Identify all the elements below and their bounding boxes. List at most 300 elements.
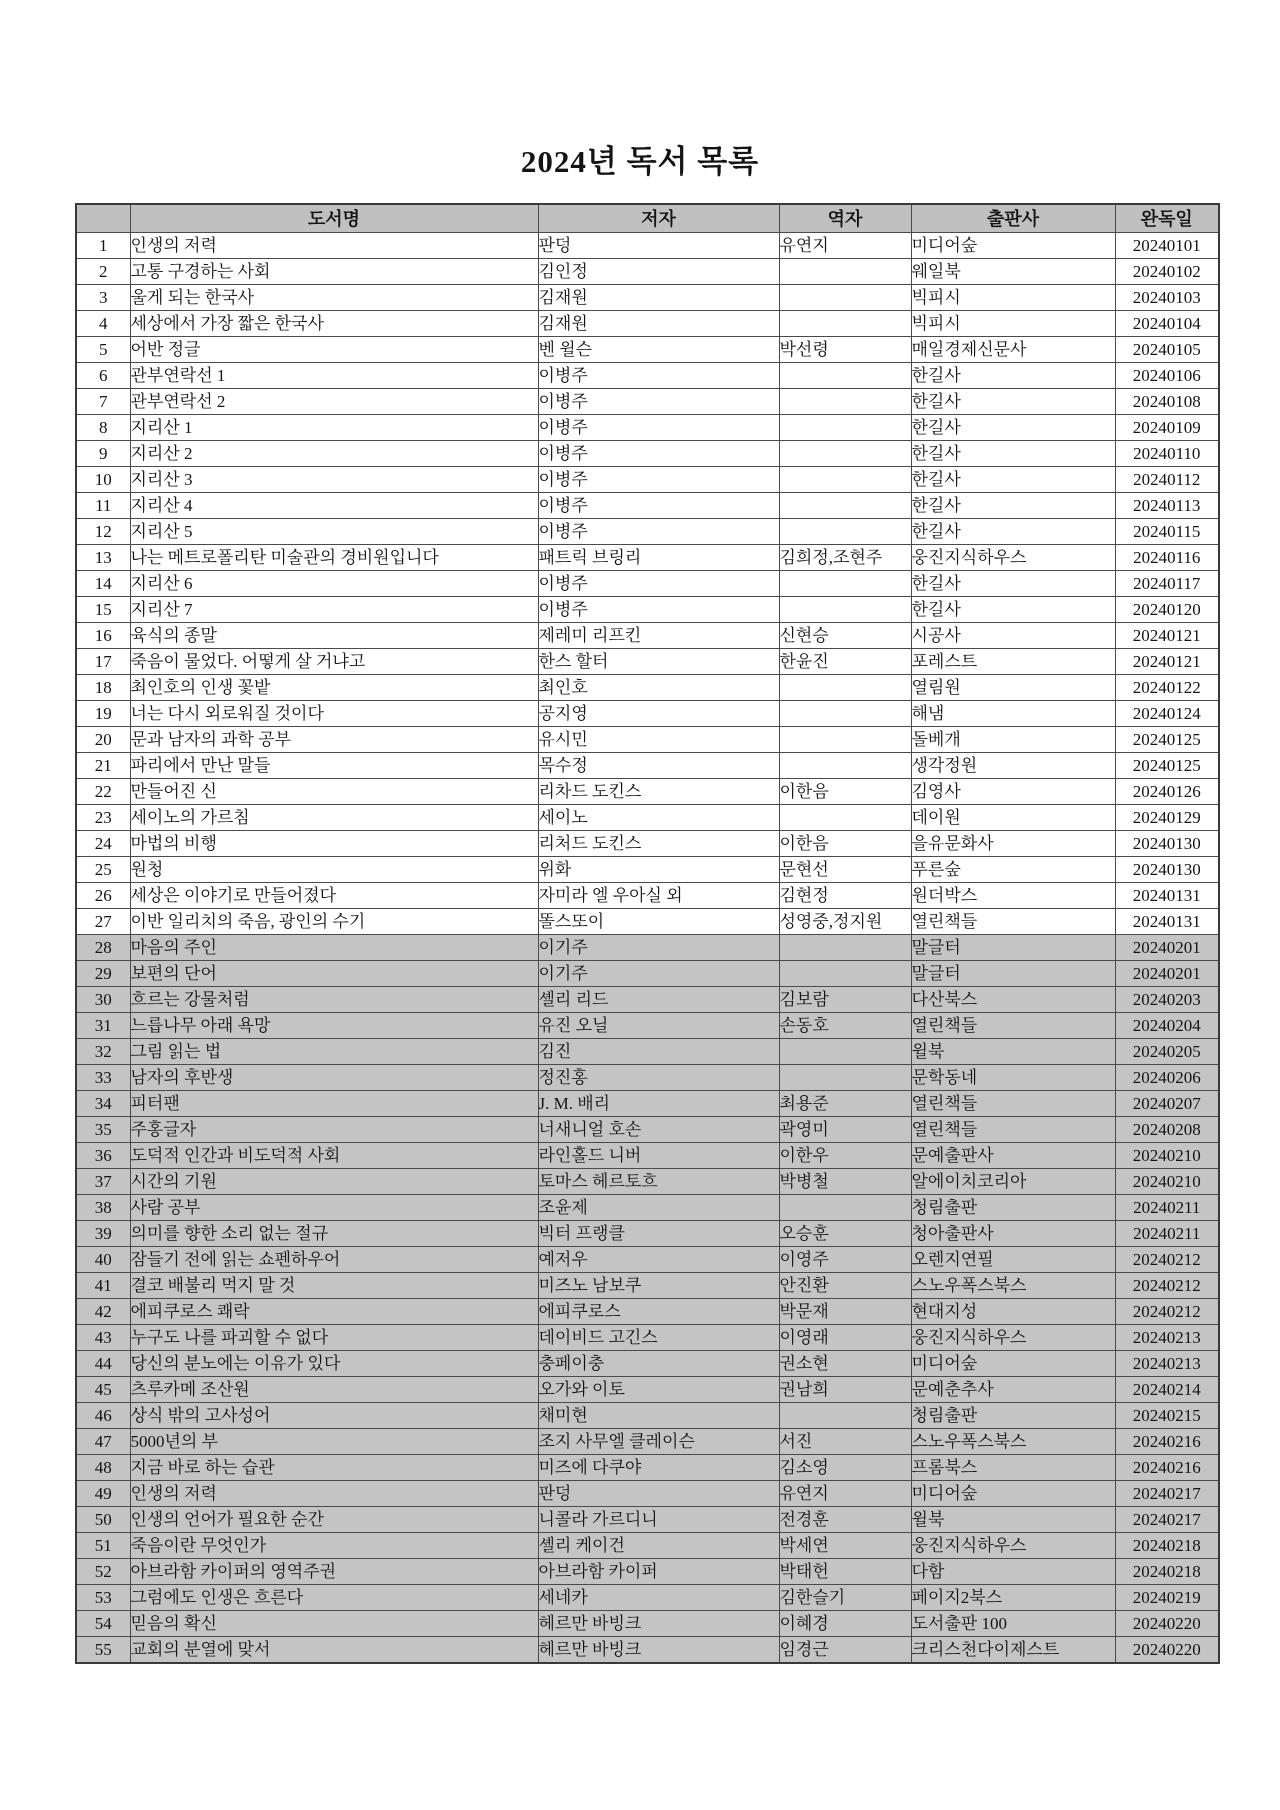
cell-finish-date: 20240130 <box>1115 857 1219 883</box>
cell-publisher: 스노우폭스북스 <box>911 1429 1115 1455</box>
table-row <box>76 1559 1219 1585</box>
table-row <box>76 311 1219 337</box>
table-row <box>76 701 1219 727</box>
table-row <box>76 753 1219 779</box>
cell-row-number: 13 <box>76 545 130 571</box>
cell-row-number: 10 <box>76 467 130 493</box>
cell-finish-date: 20240212 <box>1115 1273 1219 1299</box>
cell-translator: 최용준 <box>779 1091 911 1117</box>
cell-publisher: 청림출판 <box>911 1195 1115 1221</box>
cell-row-number: 39 <box>76 1221 130 1247</box>
cell-book-title: 파리에서 만난 말들 <box>130 753 538 779</box>
cell-finish-date: 20240212 <box>1115 1299 1219 1325</box>
cell-translator: 김보람 <box>779 987 911 1013</box>
table-row <box>76 1429 1219 1455</box>
table-row <box>76 285 1219 311</box>
cell-author: 최인호 <box>538 675 779 701</box>
table-row <box>76 1013 1219 1039</box>
cell-book-title: 지리산 7 <box>130 597 538 623</box>
table-row <box>76 1065 1219 1091</box>
cell-book-title: 교회의 분열에 맞서 <box>130 1637 538 1664</box>
cell-row-number: 52 <box>76 1559 130 1585</box>
cell-author: 셸리 케이건 <box>538 1533 779 1559</box>
cell-publisher: 푸른숲 <box>911 857 1115 883</box>
cell-row-number: 8 <box>76 415 130 441</box>
cell-book-title: 믿음의 확신 <box>130 1611 538 1637</box>
cell-row-number: 2 <box>76 259 130 285</box>
cell-translator <box>779 1065 911 1091</box>
cell-book-title: 관부연락선 2 <box>130 389 538 415</box>
cell-book-title: 상식 밖의 고사성어 <box>130 1403 538 1429</box>
cell-publisher: 미디어숲 <box>911 233 1115 259</box>
cell-publisher: 페이지2북스 <box>911 1585 1115 1611</box>
cell-finish-date: 20240125 <box>1115 727 1219 753</box>
cell-author: 아브라함 카이퍼 <box>538 1559 779 1585</box>
table-row <box>76 1299 1219 1325</box>
table-row <box>76 727 1219 753</box>
cell-finish-date: 20240120 <box>1115 597 1219 623</box>
table-row <box>76 1273 1219 1299</box>
cell-translator <box>779 285 911 311</box>
cell-translator: 박문재 <box>779 1299 911 1325</box>
cell-author: 토마스 헤르토흐 <box>538 1169 779 1195</box>
cell-translator: 임경근 <box>779 1637 911 1664</box>
cell-publisher: 문예춘추사 <box>911 1377 1115 1403</box>
cell-translator <box>779 259 911 285</box>
table-row <box>76 1221 1219 1247</box>
cell-publisher: 한길사 <box>911 597 1115 623</box>
cell-book-title: 마법의 비행 <box>130 831 538 857</box>
table-row <box>76 1403 1219 1429</box>
cell-row-number: 18 <box>76 675 130 701</box>
table-row <box>76 233 1219 259</box>
cell-translator: 권소현 <box>779 1351 911 1377</box>
cell-author: 김진 <box>538 1039 779 1065</box>
cell-book-title: 지금 바로 하는 습관 <box>130 1455 538 1481</box>
cell-finish-date: 20240218 <box>1115 1533 1219 1559</box>
table-row <box>76 1039 1219 1065</box>
cell-publisher: 한길사 <box>911 467 1115 493</box>
table-row <box>76 1195 1219 1221</box>
cell-finish-date: 20240130 <box>1115 831 1219 857</box>
cell-book-title: 나는 메트로폴리탄 미술관의 경비원입니다 <box>130 545 538 571</box>
table-row <box>76 519 1219 545</box>
cell-row-number: 49 <box>76 1481 130 1507</box>
cell-finish-date: 20240105 <box>1115 337 1219 363</box>
cell-book-title: 세이노의 가르침 <box>130 805 538 831</box>
cell-book-title: 그림 읽는 법 <box>130 1039 538 1065</box>
cell-finish-date: 20240215 <box>1115 1403 1219 1429</box>
cell-row-number: 27 <box>76 909 130 935</box>
cell-translator <box>779 597 911 623</box>
cell-author: 예저우 <box>538 1247 779 1273</box>
cell-book-title: 지리산 4 <box>130 493 538 519</box>
table-row <box>76 363 1219 389</box>
cell-publisher: 한길사 <box>911 363 1115 389</box>
cell-row-number: 16 <box>76 623 130 649</box>
cell-publisher: 한길사 <box>911 415 1115 441</box>
table-row <box>76 1481 1219 1507</box>
cell-translator: 손동호 <box>779 1013 911 1039</box>
cell-publisher: 문예출판사 <box>911 1143 1115 1169</box>
cell-translator: 김희정,조현주 <box>779 545 911 571</box>
cell-publisher: 프롬북스 <box>911 1455 1115 1481</box>
cell-finish-date: 20240201 <box>1115 961 1219 987</box>
cell-translator: 한윤진 <box>779 649 911 675</box>
cell-publisher: 돌베개 <box>911 727 1115 753</box>
cell-author: 오가와 이토 <box>538 1377 779 1403</box>
cell-translator: 안진환 <box>779 1273 911 1299</box>
cell-publisher: 해냄 <box>911 701 1115 727</box>
cell-row-number: 41 <box>76 1273 130 1299</box>
cell-translator <box>779 493 911 519</box>
cell-book-title: 흐르는 강물처럼 <box>130 987 538 1013</box>
cell-translator <box>779 467 911 493</box>
cell-row-number: 1 <box>76 233 130 259</box>
cell-row-number: 14 <box>76 571 130 597</box>
cell-finish-date: 20240216 <box>1115 1429 1219 1455</box>
cell-row-number: 6 <box>76 363 130 389</box>
cell-publisher: 오렌지연필 <box>911 1247 1115 1273</box>
cell-row-number: 35 <box>76 1117 130 1143</box>
cell-finish-date: 20240214 <box>1115 1377 1219 1403</box>
cell-finish-date: 20240125 <box>1115 753 1219 779</box>
cell-finish-date: 20240106 <box>1115 363 1219 389</box>
cell-translator: 서진 <box>779 1429 911 1455</box>
book-table-body <box>76 233 1219 1664</box>
table-row <box>76 649 1219 675</box>
table-row <box>76 389 1219 415</box>
cell-publisher: 한길사 <box>911 519 1115 545</box>
cell-author: 한스 할터 <box>538 649 779 675</box>
cell-author: 이병주 <box>538 467 779 493</box>
cell-book-title: 아브라함 카이퍼의 영역주권 <box>130 1559 538 1585</box>
cell-translator: 박태헌 <box>779 1559 911 1585</box>
cell-author: 이병주 <box>538 493 779 519</box>
cell-translator: 이혜경 <box>779 1611 911 1637</box>
cell-book-title: 너는 다시 외로워질 것이다 <box>130 701 538 727</box>
table-row <box>76 857 1219 883</box>
table-row <box>76 597 1219 623</box>
cell-author: 이병주 <box>538 415 779 441</box>
cell-author: 김재원 <box>538 311 779 337</box>
cell-book-title: 남자의 후반생 <box>130 1065 538 1091</box>
cell-author: 공지영 <box>538 701 779 727</box>
cell-row-number: 37 <box>76 1169 130 1195</box>
cell-translator: 박선령 <box>779 337 911 363</box>
cell-row-number: 24 <box>76 831 130 857</box>
cell-author: 헤르만 바빙크 <box>538 1637 779 1664</box>
cell-translator <box>779 571 911 597</box>
cell-translator <box>779 519 911 545</box>
cell-row-number: 21 <box>76 753 130 779</box>
cell-book-title: 문과 남자의 과학 공부 <box>130 727 538 753</box>
cell-author: 제레미 리프킨 <box>538 623 779 649</box>
cell-book-title: 죽음이 물었다. 어떻게 살 거냐고 <box>130 649 538 675</box>
cell-finish-date: 20240218 <box>1115 1559 1219 1585</box>
cell-translator <box>779 701 911 727</box>
cell-row-number: 54 <box>76 1611 130 1637</box>
cell-row-number: 30 <box>76 987 130 1013</box>
cell-publisher: 미디어숲 <box>911 1351 1115 1377</box>
cell-author: 헤르만 바빙크 <box>538 1611 779 1637</box>
cell-book-title: 죽음이란 무엇인가 <box>130 1533 538 1559</box>
cell-book-title: 세상에서 가장 짧은 한국사 <box>130 311 538 337</box>
cell-publisher: 빅피시 <box>911 311 1115 337</box>
cell-book-title: 관부연락선 1 <box>130 363 538 389</box>
cell-author: 패트릭 브링리 <box>538 545 779 571</box>
cell-author: 리차드 도킨스 <box>538 779 779 805</box>
table-row <box>76 1455 1219 1481</box>
cell-finish-date: 20240102 <box>1115 259 1219 285</box>
cell-finish-date: 20240204 <box>1115 1013 1219 1039</box>
table-row <box>76 935 1219 961</box>
cell-book-title: 마음의 주인 <box>130 935 538 961</box>
cell-translator: 이영주 <box>779 1247 911 1273</box>
cell-finish-date: 20240203 <box>1115 987 1219 1013</box>
column-header-date: 완독일 <box>1115 204 1219 233</box>
table-row <box>76 1351 1219 1377</box>
cell-publisher: 한길사 <box>911 389 1115 415</box>
column-header-no <box>76 204 130 233</box>
cell-row-number: 33 <box>76 1065 130 1091</box>
cell-book-title: 츠루카메 조산원 <box>130 1377 538 1403</box>
table-row <box>76 441 1219 467</box>
cell-publisher: 웅진지식하우스 <box>911 1325 1115 1351</box>
cell-publisher: 웅진지식하우스 <box>911 545 1115 571</box>
cell-finish-date: 20240207 <box>1115 1091 1219 1117</box>
cell-author: 이병주 <box>538 597 779 623</box>
cell-book-title: 만들어진 신 <box>130 779 538 805</box>
cell-row-number: 17 <box>76 649 130 675</box>
cell-row-number: 3 <box>76 285 130 311</box>
cell-book-title: 최인호의 인생 꽃밭 <box>130 675 538 701</box>
cell-translator: 유연지 <box>779 233 911 259</box>
column-header-title: 도서명 <box>130 204 538 233</box>
cell-publisher: 도서출판 100 <box>911 1611 1115 1637</box>
cell-publisher: 문학동네 <box>911 1065 1115 1091</box>
cell-translator: 유연지 <box>779 1481 911 1507</box>
cell-publisher: 데이원 <box>911 805 1115 831</box>
cell-translator: 이한우 <box>779 1143 911 1169</box>
cell-book-title: 지리산 1 <box>130 415 538 441</box>
cell-row-number: 47 <box>76 1429 130 1455</box>
cell-book-title: 도덕적 인간과 비도덕적 사회 <box>130 1143 538 1169</box>
cell-publisher: 원더박스 <box>911 883 1115 909</box>
cell-author: 조윤제 <box>538 1195 779 1221</box>
cell-translator: 김한슬기 <box>779 1585 911 1611</box>
cell-publisher: 다함 <box>911 1559 1115 1585</box>
cell-finish-date: 20240116 <box>1115 545 1219 571</box>
cell-finish-date: 20240115 <box>1115 519 1219 545</box>
cell-author: 빅터 프랭클 <box>538 1221 779 1247</box>
table-row <box>76 1325 1219 1351</box>
table-row <box>76 805 1219 831</box>
cell-translator: 이한음 <box>779 779 911 805</box>
cell-translator <box>779 441 911 467</box>
table-header-row <box>76 204 1219 233</box>
cell-publisher: 한길사 <box>911 493 1115 519</box>
cell-publisher: 청아출판사 <box>911 1221 1115 1247</box>
table-row <box>76 259 1219 285</box>
cell-publisher: 크리스천다이제스트 <box>911 1637 1115 1664</box>
cell-row-number: 50 <box>76 1507 130 1533</box>
cell-translator: 이한음 <box>779 831 911 857</box>
cell-translator: 신현승 <box>779 623 911 649</box>
cell-finish-date: 20240219 <box>1115 1585 1219 1611</box>
cell-publisher: 열린책들 <box>911 1091 1115 1117</box>
table-row <box>76 1377 1219 1403</box>
cell-author: 세네카 <box>538 1585 779 1611</box>
cell-row-number: 23 <box>76 805 130 831</box>
cell-translator: 김소영 <box>779 1455 911 1481</box>
cell-finish-date: 20240109 <box>1115 415 1219 441</box>
cell-finish-date: 20240108 <box>1115 389 1219 415</box>
cell-publisher: 을유문화사 <box>911 831 1115 857</box>
cell-translator <box>779 961 911 987</box>
cell-publisher: 미디어숲 <box>911 1481 1115 1507</box>
cell-finish-date: 20240112 <box>1115 467 1219 493</box>
cell-finish-date: 20240212 <box>1115 1247 1219 1273</box>
table-row <box>76 883 1219 909</box>
cell-row-number: 11 <box>76 493 130 519</box>
cell-row-number: 5 <box>76 337 130 363</box>
cell-publisher: 빅피시 <box>911 285 1115 311</box>
cell-book-title: 원청 <box>130 857 538 883</box>
cell-finish-date: 20240113 <box>1115 493 1219 519</box>
cell-row-number: 51 <box>76 1533 130 1559</box>
table-row <box>76 1585 1219 1611</box>
cell-author: 미즈에 다쿠야 <box>538 1455 779 1481</box>
cell-finish-date: 20240217 <box>1115 1481 1219 1507</box>
cell-author: 김재원 <box>538 285 779 311</box>
cell-translator <box>779 935 911 961</box>
cell-author: 유시민 <box>538 727 779 753</box>
cell-finish-date: 20240129 <box>1115 805 1219 831</box>
table-row <box>76 571 1219 597</box>
cell-publisher: 한길사 <box>911 441 1115 467</box>
cell-row-number: 32 <box>76 1039 130 1065</box>
cell-publisher: 열린책들 <box>911 909 1115 935</box>
cell-publisher: 다산북스 <box>911 987 1115 1013</box>
cell-publisher: 생각정원 <box>911 753 1115 779</box>
cell-author: 위화 <box>538 857 779 883</box>
cell-author: 정진홍 <box>538 1065 779 1091</box>
cell-translator <box>779 1403 911 1429</box>
table-row <box>76 545 1219 571</box>
cell-finish-date: 20240201 <box>1115 935 1219 961</box>
table-row <box>76 779 1219 805</box>
cell-finish-date: 20240110 <box>1115 441 1219 467</box>
cell-row-number: 53 <box>76 1585 130 1611</box>
cell-finish-date: 20240213 <box>1115 1351 1219 1377</box>
cell-publisher: 스노우폭스북스 <box>911 1273 1115 1299</box>
cell-row-number: 28 <box>76 935 130 961</box>
cell-book-title: 잠들기 전에 읽는 쇼펜하우어 <box>130 1247 538 1273</box>
cell-finish-date: 20240210 <box>1115 1143 1219 1169</box>
cell-row-number: 7 <box>76 389 130 415</box>
cell-translator <box>779 311 911 337</box>
cell-row-number: 42 <box>76 1299 130 1325</box>
cell-publisher: 말글터 <box>911 961 1115 987</box>
cell-book-title: 지리산 6 <box>130 571 538 597</box>
table-row <box>76 987 1219 1013</box>
cell-finish-date: 20240216 <box>1115 1455 1219 1481</box>
cell-finish-date: 20240211 <box>1115 1195 1219 1221</box>
cell-author: 이병주 <box>538 441 779 467</box>
cell-book-title: 시간의 기원 <box>130 1169 538 1195</box>
cell-row-number: 45 <box>76 1377 130 1403</box>
cell-translator: 권남희 <box>779 1377 911 1403</box>
table-row <box>76 675 1219 701</box>
cell-publisher: 포레스트 <box>911 649 1115 675</box>
table-row <box>76 1169 1219 1195</box>
cell-publisher: 웨일북 <box>911 259 1115 285</box>
table-row <box>76 493 1219 519</box>
cell-translator <box>779 1039 911 1065</box>
cell-author: 이병주 <box>538 389 779 415</box>
cell-row-number: 38 <box>76 1195 130 1221</box>
column-header-author: 저자 <box>538 204 779 233</box>
cell-finish-date: 20240210 <box>1115 1169 1219 1195</box>
cell-book-title: 사람 공부 <box>130 1195 538 1221</box>
cell-translator: 곽영미 <box>779 1117 911 1143</box>
cell-row-number: 48 <box>76 1455 130 1481</box>
cell-translator <box>779 1195 911 1221</box>
cell-author: 너새니얼 호손 <box>538 1117 779 1143</box>
cell-translator <box>779 805 911 831</box>
cell-book-title: 누구도 나를 파괴할 수 없다 <box>130 1325 538 1351</box>
cell-translator: 박세연 <box>779 1533 911 1559</box>
cell-publisher: 매일경제신문사 <box>911 337 1115 363</box>
table-row <box>76 1637 1219 1664</box>
cell-finish-date: 20240217 <box>1115 1507 1219 1533</box>
table-row <box>76 337 1219 363</box>
reading-list-table <box>75 203 1220 1664</box>
cell-author: 유진 오닐 <box>538 1013 779 1039</box>
cell-row-number: 22 <box>76 779 130 805</box>
cell-publisher: 시공사 <box>911 623 1115 649</box>
table-row <box>76 1091 1219 1117</box>
cell-author: 목수정 <box>538 753 779 779</box>
cell-row-number: 46 <box>76 1403 130 1429</box>
cell-book-title: 피터팬 <box>130 1091 538 1117</box>
cell-book-title: 울게 되는 한국사 <box>130 285 538 311</box>
cell-finish-date: 20240121 <box>1115 649 1219 675</box>
cell-finish-date: 20240131 <box>1115 909 1219 935</box>
cell-author: 판덩 <box>538 233 779 259</box>
cell-author: 자미라 엘 우아실 외 <box>538 883 779 909</box>
cell-finish-date: 20240205 <box>1115 1039 1219 1065</box>
cell-author: 셸리 리드 <box>538 987 779 1013</box>
cell-row-number: 29 <box>76 961 130 987</box>
cell-translator: 성영중,정지원 <box>779 909 911 935</box>
cell-book-title: 당신의 분노에는 이유가 있다 <box>130 1351 538 1377</box>
cell-row-number: 20 <box>76 727 130 753</box>
table-row <box>76 831 1219 857</box>
cell-row-number: 44 <box>76 1351 130 1377</box>
cell-row-number: 12 <box>76 519 130 545</box>
cell-author: 채미현 <box>538 1403 779 1429</box>
cell-author: 이기주 <box>538 961 779 987</box>
cell-publisher: 말글터 <box>911 935 1115 961</box>
cell-finish-date: 20240213 <box>1115 1325 1219 1351</box>
cell-author: J. M. 배리 <box>538 1091 779 1117</box>
cell-publisher: 알에이치코리아 <box>911 1169 1115 1195</box>
table-row <box>76 961 1219 987</box>
table-row <box>76 623 1219 649</box>
cell-publisher: 현대지성 <box>911 1299 1115 1325</box>
